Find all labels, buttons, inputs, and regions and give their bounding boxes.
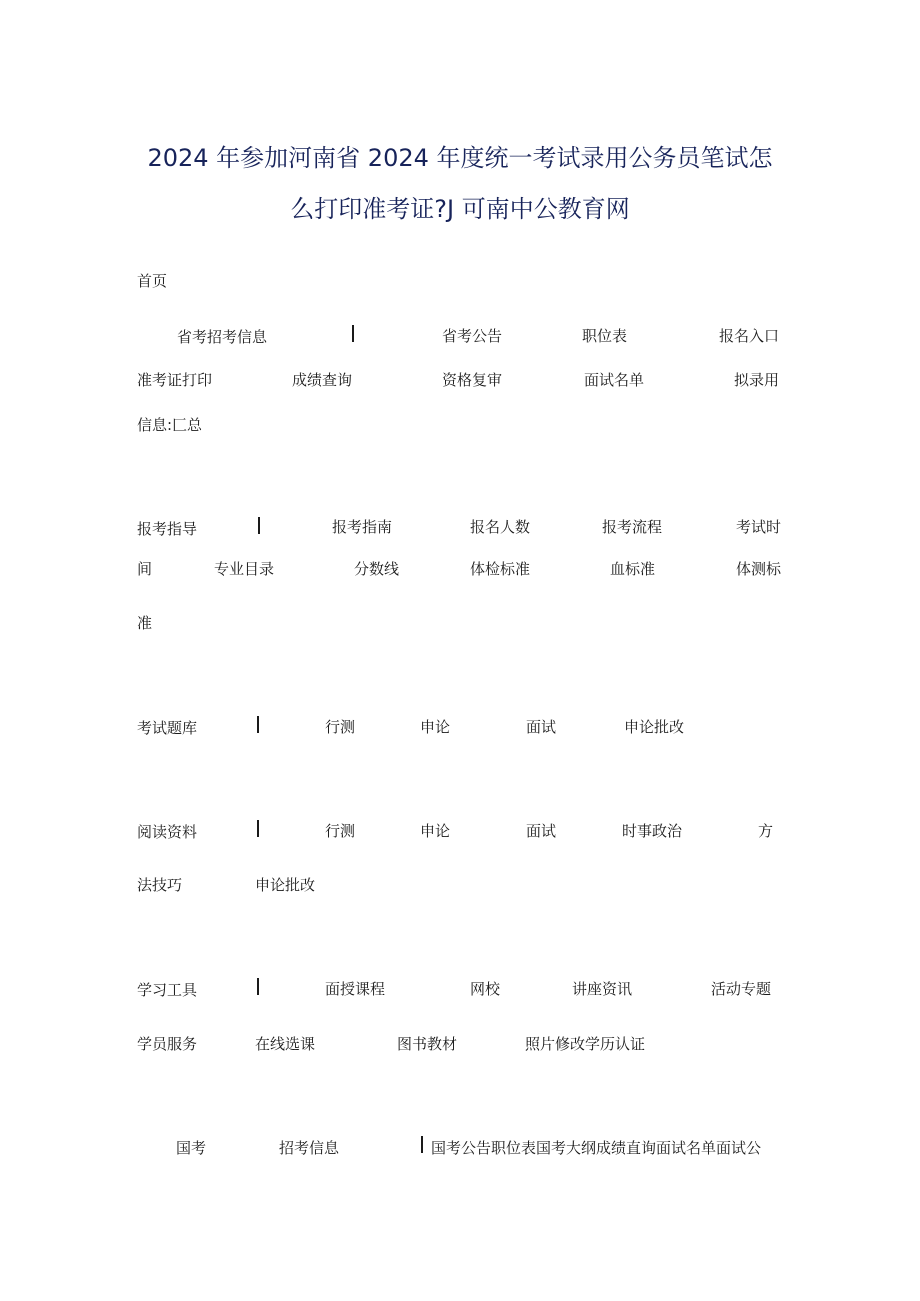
nav-reading-heading[interactable]: 阅读资料 (137, 823, 198, 841)
nav-link-national-recruit-info[interactable]: 招考信息 (279, 1139, 340, 1157)
nav-link-application-process[interactable]: 报考流程 (602, 518, 663, 536)
nav-link-xingce[interactable]: 行测 (325, 718, 356, 736)
nav-separator (421, 1136, 423, 1153)
nav-link-events[interactable]: 活动专题 (711, 980, 772, 998)
nav-link-essay-correction[interactable]: 申论批改 (624, 718, 685, 736)
nav-separator (257, 820, 259, 837)
nav-link-registration[interactable]: 报名入口 (719, 327, 780, 345)
nav-question-bank-heading[interactable]: 考试题库 (137, 719, 198, 737)
nav-link-fitness-standard[interactable]: 体测标 (736, 560, 782, 578)
nav-link-info-summary[interactable]: 信息:匚总 (137, 416, 203, 434)
nav-link-application-guide[interactable]: 报考指南 (332, 518, 393, 536)
nav-link-medical-standard[interactable]: 体检标准 (470, 560, 531, 578)
nav-link-classroom-courses[interactable]: 面授课程 (325, 980, 386, 998)
nav-link-position-table[interactable]: 职位表 (582, 327, 628, 345)
nav-link-proposed-hire[interactable]: 拟录用 (734, 371, 780, 389)
nav-link-photo-degree-cert[interactable]: 照片修改学历认证 (525, 1035, 646, 1053)
nav-link-interview-list[interactable]: 面试名单 (584, 371, 645, 389)
nav-link-score-query[interactable]: 成绩查询 (292, 371, 353, 389)
nav-link-major-catalog[interactable]: 专业目录 (214, 560, 275, 578)
nav-link-admission-ticket[interactable]: 准考证打印 (137, 371, 213, 389)
nav-guide-heading[interactable]: 报考指导 (137, 520, 198, 538)
nav-link-xingce[interactable]: 行测 (325, 822, 356, 840)
nav-link-shenlun[interactable]: 申论 (420, 718, 451, 736)
nav-link-lectures[interactable]: 讲座资讯 (572, 980, 633, 998)
nav-link-fitness-standard-cont[interactable]: 准 (137, 614, 153, 632)
nav-link-shenlun[interactable]: 申论 (420, 822, 451, 840)
nav-link-interview[interactable]: 面试 (526, 822, 557, 840)
nav-separator (257, 978, 259, 995)
nav-tools-heading[interactable]: 学习工具 (137, 981, 198, 999)
nav-link-qualification-review[interactable]: 资格复审 (442, 371, 503, 389)
nav-link-books[interactable]: 图书教材 (397, 1035, 458, 1053)
nav-exam-info-heading[interactable]: 省考招考信息 (177, 328, 268, 346)
nav-link-provincial-notice[interactable]: 省考公告 (442, 327, 503, 345)
nav-link-interview[interactable]: 面试 (526, 718, 557, 736)
nav-link-method-tips[interactable]: 方 (758, 822, 774, 840)
nav-link-blood-standard[interactable]: 血标准 (610, 560, 656, 578)
nav-link-national-links[interactable]: 国考公告职位表国考大纲成绩直询面试名单面试公 (431, 1139, 762, 1157)
nav-link-method-tips-cont[interactable]: 法技巧 (137, 876, 183, 894)
nav-link-online-school[interactable]: 网校 (470, 980, 501, 998)
nav-link-essay-correction[interactable]: 申论批改 (255, 876, 316, 894)
nav-link-applicant-count[interactable]: 报名人数 (470, 518, 531, 536)
breadcrumb-home-link[interactable]: 首页 (137, 272, 168, 290)
nav-link-current-affairs[interactable]: 时事政治 (622, 822, 683, 840)
nav-link-exam-time[interactable]: 考试时 (736, 518, 782, 536)
nav-link-online-course-selection[interactable]: 在线选课 (255, 1035, 316, 1053)
nav-separator (258, 517, 260, 534)
page-title-line-2: 么打印准考证?J 可南中公教育网 (290, 195, 630, 223)
page-title-line-1: 2024 年参加河南省 2024 年度统一考试录用公务员笔试怎 (147, 144, 773, 172)
nav-separator (257, 716, 259, 733)
nav-national-heading[interactable]: 国考 (176, 1139, 207, 1157)
nav-link-student-services[interactable]: 学员服务 (137, 1035, 198, 1053)
nav-link-score-line[interactable]: 分数线 (354, 560, 400, 578)
nav-separator (352, 325, 354, 342)
nav-link-exam-time-cont[interactable]: 间 (137, 560, 153, 578)
